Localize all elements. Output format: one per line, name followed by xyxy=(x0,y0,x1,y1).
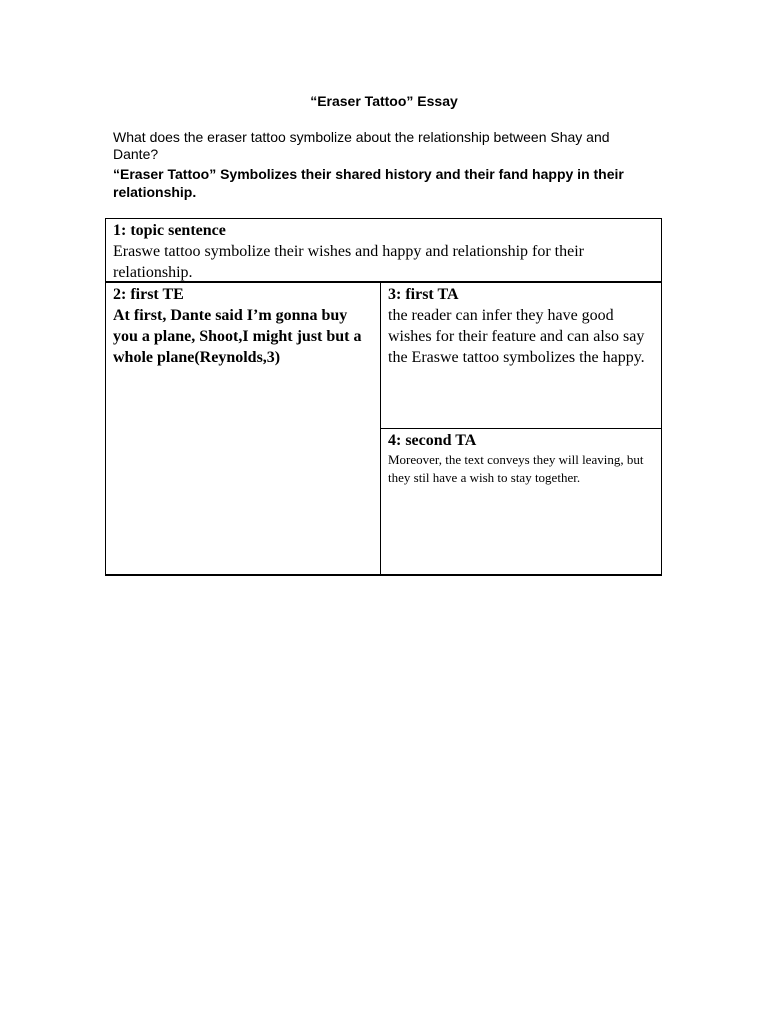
topic-sentence-cell xyxy=(106,219,661,283)
second-ta-cell xyxy=(381,429,661,575)
second-ta-text: Moreover, the text conveys they will leaving, but they stil have a wish to stay together. xyxy=(388,452,644,485)
essay-question: What does the eraser tattoo symbolize about the relationship between Shay and Dante? xyxy=(113,129,610,162)
thesis-statement: “Eraser Tattoo” Symbolizes their shared history and their fand happy in their relationship. xyxy=(113,166,624,200)
first-ta-heading: 3: first TA xyxy=(388,286,459,303)
topic-sentence-heading: 1: topic sentence xyxy=(113,222,226,239)
essay-organizer-table xyxy=(105,218,662,576)
document-title: “Eraser Tattoo” Essay xyxy=(310,93,458,109)
second-ta-heading: 4: second TA xyxy=(388,432,477,449)
first-te-heading: 2: first TE xyxy=(113,286,184,303)
topic-sentence-text: Eraswe tattoo symbolize their wishes and happy and relationship for their relationship. xyxy=(113,243,584,281)
first-te-text: At first, Dante said I’m gonna buy you a plane, Shoot,I might just but a whole plane(Reynolds,3) xyxy=(113,307,362,366)
first-ta-cell xyxy=(381,283,661,429)
first-ta-text: the reader can infer they have good wishes for their feature and can also say the Eraswe tattoo symbolizes the happy. xyxy=(388,307,645,366)
first-te-cell xyxy=(106,283,381,575)
